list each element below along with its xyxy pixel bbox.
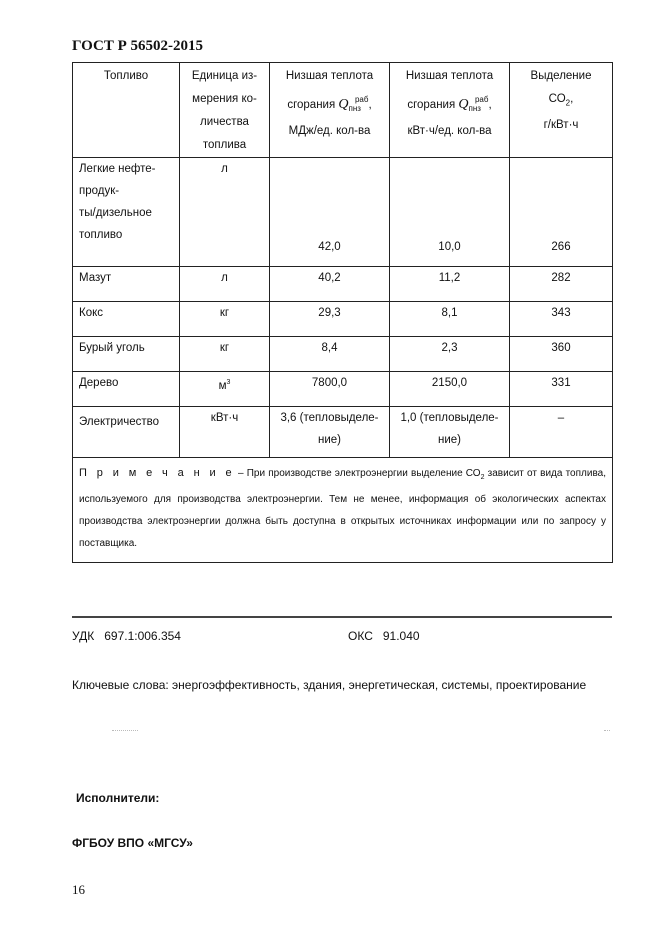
heat-symbol-sub: пнз [348, 104, 361, 113]
cell-mj: 7800,0 [270, 372, 390, 407]
cell-co2: 266 [510, 158, 613, 267]
note-text-part2: зависит от вида топлива, используемого для производства электроэнергии. Тем не менее, информация об экологических аспектах производства электроэнергии должна быть доступна в открытых источниках информации или по запросу у поставщика. [79, 468, 606, 549]
classification-line [72, 629, 612, 643]
oks-label: ОКС [348, 629, 373, 643]
header-unit-line: личества [200, 116, 249, 128]
header-heat-kwh-line3: кВт·ч/ед. кол-ва [407, 125, 492, 137]
cell-fuel: Дерево [73, 372, 180, 407]
table-row [73, 302, 613, 337]
header-heat-kwh-line1: Низшая теплота [405, 70, 494, 82]
co2-subscript: 2 [565, 98, 571, 108]
cell-mj: 29,3 [270, 302, 390, 337]
cell-kwh: 8,1 [390, 302, 510, 337]
cell-co2: 343 [510, 302, 613, 337]
cell-kwh: 11,2 [390, 267, 510, 302]
cell-kwh-line: 1,0 (тепловыделе- [400, 412, 499, 424]
oks-block [348, 629, 420, 643]
cell-fuel: Мазут [73, 267, 180, 302]
note-text-part1: – При производстве электроэнергии выделение СО [234, 468, 481, 479]
cell-fuel: Бурый уголь [73, 337, 180, 372]
header-heat-mj [270, 63, 390, 158]
table-row [73, 158, 613, 267]
keywords: Ключевые слова: энергоэффективность, здания, энергетическая, системы, проектирование [72, 678, 587, 692]
cell-mj-line: ние) [318, 434, 341, 446]
page-number: 16 [72, 882, 85, 897]
cell-co2: – [510, 407, 613, 458]
table-row [73, 372, 613, 407]
header-unit-line: топлива [202, 139, 247, 151]
note-label: П р и м е ч а н и е [79, 467, 235, 479]
header-heat-kwh-prefix: сгорания [407, 99, 456, 111]
cell-mj: 8,4 [270, 337, 390, 372]
document-title: ГОСТ Р 56502-2015 [72, 38, 204, 54]
cell-co2: 360 [510, 337, 613, 372]
header-heat-mj-suffix: , [368, 99, 372, 111]
faint-mark [112, 730, 138, 733]
cell-kwh: 10,0 [390, 158, 510, 267]
header-unit [180, 63, 270, 158]
header-heat-kwh-line2 [390, 88, 509, 120]
table-note-row [73, 458, 613, 563]
header-heat-kwh [390, 63, 510, 158]
oks-value: 91.040 [382, 629, 420, 643]
cell-unit: л [180, 267, 270, 302]
header-heat-mj-line3: МДж/ед. кол-ва [288, 125, 371, 137]
cell-kwh: 2150,0 [390, 372, 510, 407]
heat-symbol-sup: раб [354, 95, 369, 104]
co2-suffix: , [570, 93, 574, 105]
cell-unit [180, 372, 270, 407]
unit-base: м [218, 379, 227, 392]
header-co2-line2 [510, 88, 612, 114]
cell-fuel: Электричество [73, 407, 180, 458]
fuel-properties-table [72, 62, 613, 563]
header-fuel-line: Топливо [103, 70, 149, 82]
cell-fuel-line: продук- [79, 185, 120, 197]
header-heat-kwh-suffix: , [488, 99, 492, 111]
header-co2-line1: Выделение [530, 70, 592, 82]
cell-kwh [390, 407, 510, 458]
cell-mj: 42,0 [270, 158, 390, 267]
cell-fuel-line: ты/дизельное [79, 207, 152, 219]
cell-fuel-line: топливо [79, 229, 123, 241]
cell-unit: кг [180, 337, 270, 372]
cell-mj: 40,2 [270, 267, 390, 302]
heat-symbol: Q [458, 97, 469, 112]
heat-symbol: Q [338, 97, 349, 112]
cell-fuel-line: Легкие нефте- [79, 163, 156, 175]
separator-rule [72, 616, 612, 618]
table-row [73, 407, 613, 458]
header-co2 [510, 63, 613, 158]
cell-kwh-line: ние) [438, 434, 461, 446]
header-unit-line: Единица из- [191, 70, 258, 82]
header-heat-mj-prefix: сгорания [287, 99, 336, 111]
co2-text: СО [548, 93, 566, 105]
cell-mj [270, 407, 390, 458]
table-note [73, 458, 613, 563]
cell-unit: кг [180, 302, 270, 337]
header-heat-mj-line2 [270, 88, 389, 120]
faint-mark [604, 730, 610, 733]
executors-heading: Исполнители: [76, 791, 160, 805]
table-row [73, 337, 613, 372]
cell-co2: 331 [510, 372, 613, 407]
unit-superscript: 3 [226, 379, 231, 386]
cell-unit: кВт·ч [180, 407, 270, 458]
cell-fuel [73, 158, 180, 267]
heat-symbol-sup: раб [474, 95, 489, 104]
header-fuel [73, 63, 180, 158]
note-subscript: 2 [480, 474, 485, 481]
table-header-row [73, 63, 613, 158]
header-unit-line: мерения ко- [192, 93, 257, 105]
udk-label: УДК [72, 629, 95, 643]
cell-mj-line: 3,6 (тепловыделе- [280, 412, 379, 424]
cell-kwh: 2,3 [390, 337, 510, 372]
cell-fuel: Кокс [73, 302, 180, 337]
header-heat-mj-line1: Низшая теплота [285, 70, 374, 82]
heat-symbol-sub: пнз [468, 104, 481, 113]
cell-co2: 282 [510, 267, 613, 302]
header-co2-line3: г/кВт·ч [543, 119, 579, 132]
udk-value: 697.1:006.354 [104, 629, 181, 643]
table-row [73, 267, 613, 302]
organization-name: ФГБОУ ВПО «МГСУ» [72, 836, 193, 850]
cell-unit: л [180, 158, 270, 267]
